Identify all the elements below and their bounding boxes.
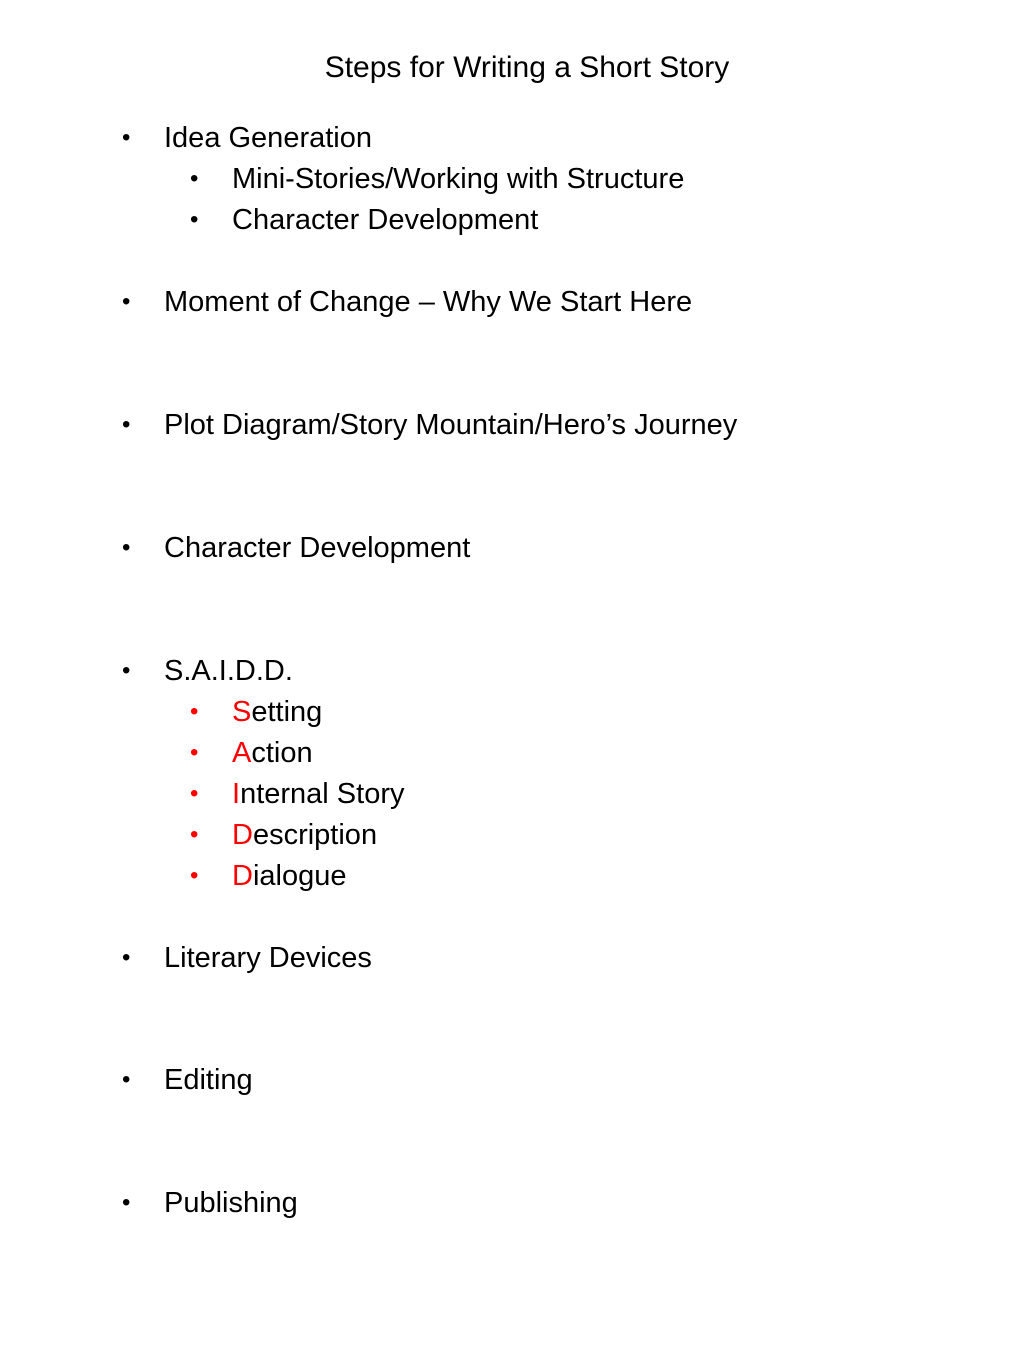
acronym-item-label [232, 815, 377, 855]
acronym-letter: D [232, 860, 253, 892]
acronym-letter: D [232, 819, 253, 851]
acronym-item-label [232, 856, 346, 896]
bullet-icon: • [122, 534, 131, 561]
list-item-label: S.A.I.D.D. [164, 655, 293, 687]
list-item-label: Plot Diagram/Story Mountain/Hero’s Journey [164, 409, 738, 441]
bullet-icon: • [122, 1066, 131, 1093]
bullet-icon: • [190, 206, 199, 233]
bullet-icon: • [122, 288, 131, 315]
list-item-label: Character Development [164, 532, 471, 564]
acronym-letter: A [232, 737, 252, 769]
page-title: Steps for Writing a Short Story [324, 51, 730, 84]
list-item-label: Idea Generation [164, 122, 372, 154]
acronym-item-label [232, 733, 313, 773]
bullet-icon: • [190, 821, 199, 848]
bullet-icon: • [190, 698, 199, 725]
list-item-label: Publishing [164, 1187, 298, 1219]
bullet-icon: • [122, 1189, 131, 1216]
bullet-icon: • [122, 657, 131, 684]
sub-list-item-label: Mini-Stories/Working with Structure [232, 163, 685, 195]
acronym-item-label [232, 692, 322, 732]
bullet-icon: • [122, 411, 131, 438]
list-item-label: Editing [164, 1064, 253, 1096]
bullet-icon: • [122, 944, 131, 971]
acronym-letter: S [232, 696, 252, 728]
acronym-letter: I [232, 778, 241, 810]
acronym-rest: escription [252, 819, 378, 851]
list-item-label: Moment of Change – Why We Start Here [164, 286, 693, 318]
bullet-icon: • [190, 862, 199, 889]
bullet-icon: • [190, 739, 199, 766]
acronym-rest: nternal Story [240, 778, 405, 810]
acronym-item-label [232, 774, 404, 814]
sub-list-item-label: Character Development [232, 204, 539, 236]
acronym-rest: ction [251, 737, 313, 769]
bullet-icon: • [190, 165, 199, 192]
acronym-rest: etting [251, 696, 323, 728]
bullet-icon: • [122, 124, 131, 151]
acronym-rest: ialogue [252, 860, 347, 892]
list-item-label: Literary Devices [164, 942, 372, 974]
bullet-icon: • [190, 780, 199, 807]
